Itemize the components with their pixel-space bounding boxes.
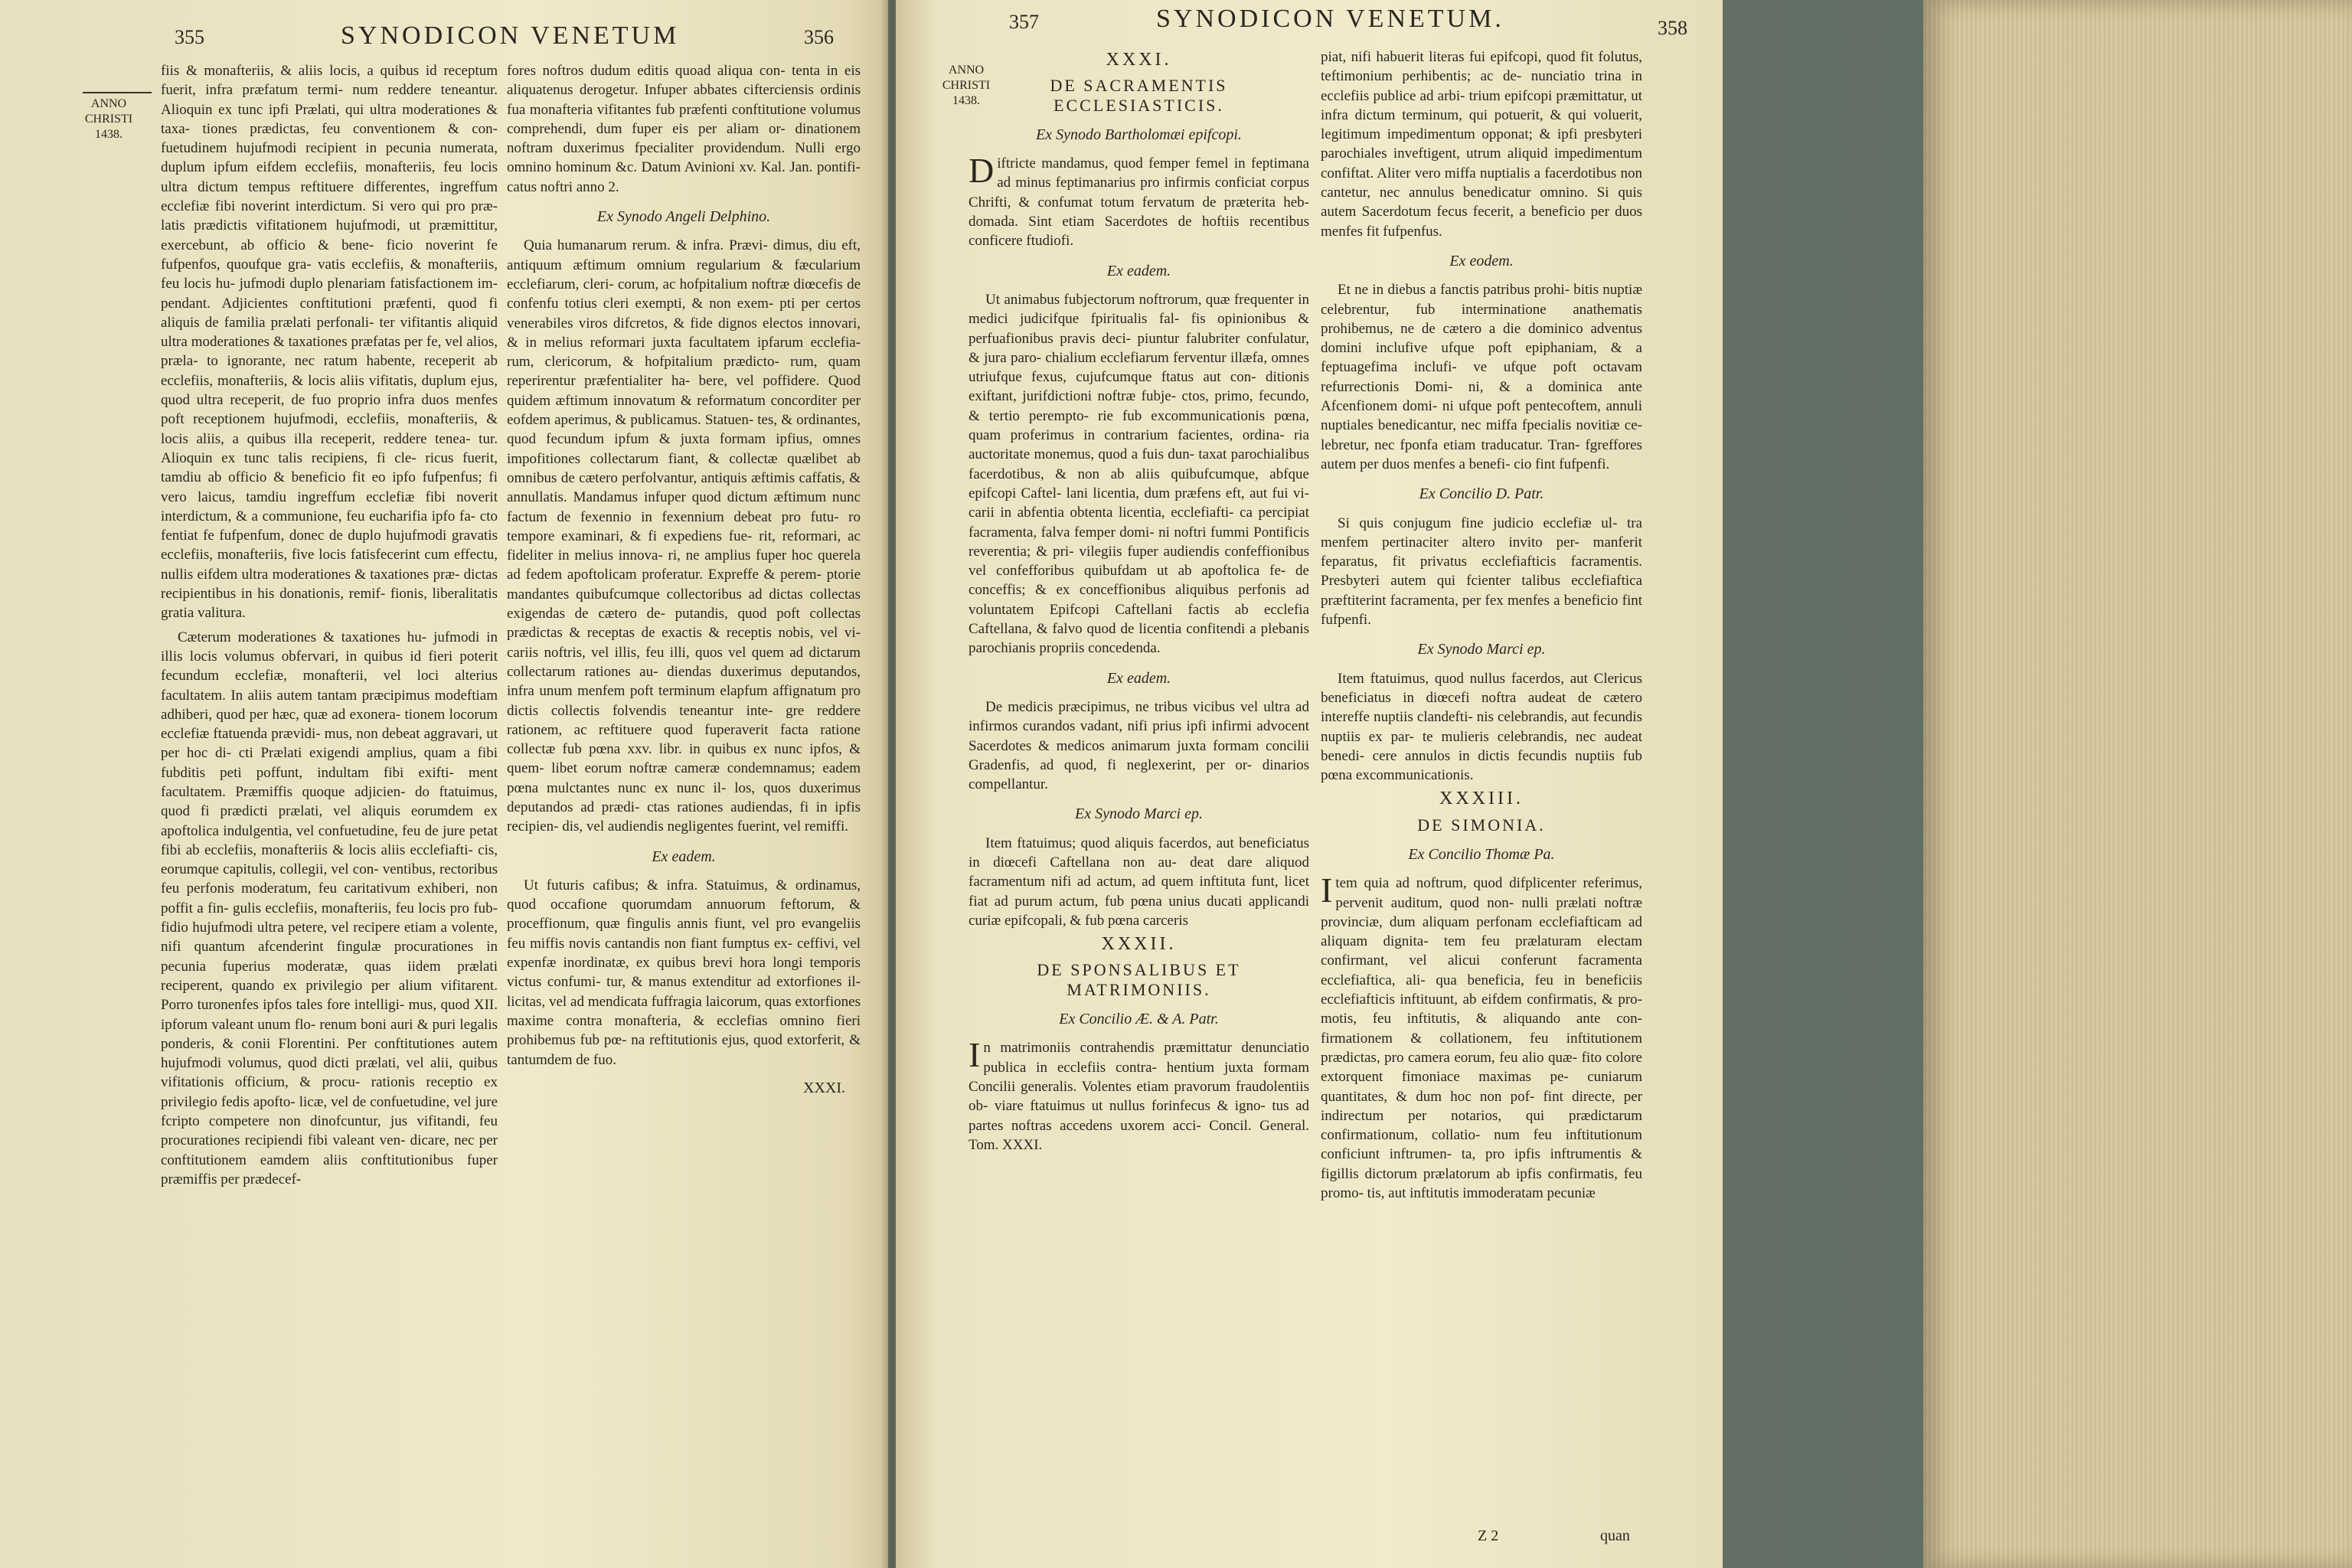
source-heading: Ex eadem. (652, 848, 716, 865)
source-heading: Ex Synodo Bartholomæi epifcopi. (1036, 126, 1242, 143)
margin-note-year (78, 96, 139, 142)
paragraph: Item ftatuimus, quod nullus facerdos, aut Clericus beneficiatus in diœcefi noftra audeat de cætero intereffe nuptiis clandefti- nis celebrandis, aut fecundis nuptiis ex par- te mulieris celebrandis, nec audeat benedi- cere annulos in dictis fecundis nuptiis fub pœna excommunicationis. (1321, 670, 1642, 784)
source-heading: Ex Synodo Angeli Delphino. (596, 208, 771, 226)
margin-year: 1438. (952, 94, 980, 107)
section-title: DE SACRAMENTIS ECCLESIASTICIS. (1050, 76, 1228, 115)
paragraph: piat, nifi habuerit literas fui epifcopi, quod fit folutus, teftimonium perhibentis; ac de- nunciatio trina in ecclefiis publice ad arbi- trium epifcopi præmittatur, ut infra dictum terminum, qui potuerit, & qui voluerit, legitimum impedimentum opponat; & ipfi presbyteri parochiales inveftigent, utrum aliquid impedimentum confiftat. Aliter vero miffa nuptialis a facerdotibus non cantetur, nec annulus benedicatur omnino. Si quis autem Sacerdotum fecus fecerit, a beneficio per duos menfes fit fufpenfus. (1321, 49, 1642, 240)
paragraph: Si quis conjugum fine judicio ecclefiæ ul- tra menfem pertinaciter altero invito per- manferit feparatus, fit privatus ecclefiafticis facramentis. Presbyteri autem qui fcienter talibus ecclefiaftica præftiterint facramenta, per fex menfes a beneficio fint fufpenfi. (1321, 514, 1642, 629)
left-page (0, 0, 888, 1568)
running-head: SYNODICON VENETUM. (1156, 5, 1504, 33)
catchword: XXXI. (803, 1079, 845, 1096)
section-number: XXXIII. (1439, 789, 1524, 809)
section-number: XXXII. (1101, 934, 1177, 955)
paragraph: fores noftros dudum editis quoad aliqua con- tenta in eis aliquatenus derogetur. Infuper abbates cifterciensis ordinis fua monafteria vifitantes fub præfenti conftitutione volumus comprehendi, dum fuper eis per aliam or- dinationem noftram duxerimus fpecialiter providendum. Nulli ergo omnino hominum &c. Datum Avinioni xv. Kal. Jan. pontifi- catus noftri anno 2. (507, 63, 861, 195)
paragraph: Diftricte mandamus, quod femper femel in feptimana ad minus feptimanarius pro infirmis conficiat corpus Chrifti, & confumat totum fervatum de præterita heb- domada. Sint etiam Sacerdotes de hoftiis recentibus conficere ftudiofi. (969, 151, 1309, 250)
source-heading: Ex Concilio Thomæ Pa. (1408, 845, 1555, 863)
text-column-3 (969, 47, 1309, 1517)
source-heading: Ex Synodo Marci ep. (1075, 805, 1203, 823)
margin-anno: ANNO (90, 97, 127, 110)
text-column-2 (507, 61, 861, 1554)
margin-anno: ANNO (948, 64, 985, 77)
paragraph: Item quia ad noftrum, quod difplicenter referimus, pervenit auditum, quod non- nulli prælati noftræ provinciæ, dum aliquam perfonam ecclefiafticam ad aliquam dignita- tem feu prælaturam electam confirmant, vel alicui conferunt facramenta ecclefiaftica, ali- qua beneficia, feu in beneficiis ecclefiafticis inftituunt, ab eifdem confirmatis, & pro- motis, feu inftitutis, & aliquando ante con- firmationem & collationem, feu inftitutionem prædictas, pro camera eorum, feu alio quæ- fito colore extorquent fimoniace maximas pe- cuniarum quantitates, & dum hoc non pof- fint directe, per indirectum per notarios, qui prædictarum confirmationum, collatio- num feu inftitutionum conficiunt inftrumen- ta, pro ipfis inftrumentis & figillis dictorum prælatorum ab ipfis confirmatis, feu promo- tis, aut inftitutis immoderatam pecuniæ (1321, 871, 1642, 1202)
source-heading: Ex eadem. (1106, 262, 1171, 279)
paragraph: Item ftatuimus; quod aliquis facerdos, aut beneficiatus in diœcefi Caftellana non au- deat dare aliquod facramentum nifi ad actum, ad quem inftituta funt, licet fiat ad purum actum, fub pœna unius ducati applicandi curiæ epifcopali, & fub pœna carceris (969, 835, 1309, 929)
source-heading: Ex Concilio Æ. & A. Patr. (1059, 1011, 1219, 1028)
running-head: SYNODICON VENETUM (341, 21, 680, 50)
page-number: 355 (175, 26, 204, 48)
page-number: 356 (804, 26, 834, 48)
page-number: 357 (1009, 11, 1039, 33)
source-heading: Ex eadem. (1106, 669, 1171, 687)
section-number: XXXI. (1106, 50, 1172, 70)
margin-year: 1438. (95, 128, 122, 141)
paragraph: In matrimoniis contrahendis præmittatur denunciatio publica in ecclefiis contra- hentium juxta formam Concilii generalis. Volentes etiam pravorum fraudolentiis ob- viare ftatuimus ut nullus forinfecus & igno- tus ad partes noftras accedens uxorem acci- Concil. General. Tom. XXXI. (969, 1035, 1309, 1153)
signature-mark: Z 2 (1478, 1527, 1499, 1544)
paragraph: fiis & monafteriis, & aliis locis, a quibus id receptum fuerit, infra præfatum termi- num reddere teneantur. Alioquin ex tunc ipfi Prælati, qui ultra moderationes & taxa- tiones prædictas, feu conventionem & con- fuetudinem hujufmodi recipient in pecunia numerata, duplum ipfum eifdem ecclefiis, monafteriis, feu locis ultra dictum tempus reftituere differentes, ingreffum ecclefiæ fibi noverint interdictum. Si vero qui pro præ- latis prædictis vifitationem hujufmodi, ut præmittitur, exercebunt, ab officio & bene- ficio noverint fe fufpenfos, quoufque gra- vatis ecclefiis, & monafteriis, feu locis hu- jufmodi duplo plenariam fatisfactionem im- pendant. Adjicientes conftitutioni præfenti, quod fi aliquis de familia prælati perfonali- ter vifitantis aliquid ultra moderationes & taxationes præfatas per fe, vel alios, præla- to ignorante, nec ratum habente, receperit ab ecclefiis, monafteriis, & locis aliis vifitatis, duplum ejus, quod ultra receperit, de fuo proprio infra duos menfes poft receptionem hujufmodi, ecclefiis, monafteriis, & locis aliis, a quibus illa receperit, reddere tenea- tur. Alioquin ex tunc talis recipiens, fi cle- ricus fuerit, tamdiu ab officio & beneficio fit eo ipfo fufpenfus; fi vero laicus, tamdiu ingreffum ecclefiæ fibi noverit interdictum, & a communione, feu eucharifia ipfo fa- cto fentiat fe fufpenfum, donec de duplo hujufmodi gravatis ecclefiis, monafteriis, five locis fatisfecerint cum effectu, nullis eifdem ultra moderationes & taxationes præ- dictas recipientibus in his donationis, remif- fionis, liberalitatis gratia valitura. (161, 63, 498, 622)
text-column-4 (1321, 47, 1642, 1517)
source-heading: Ex Synodo Marci ep. (1417, 641, 1546, 658)
paragraph: Ut futuris cafibus; & infra. Statuimus, & ordinamus, quod occafione quorumdam annuorum feftorum, & proceffionum, quæ fingulis annis fiunt, vel pro evangeliis feu miffis novis cantandis non fiant fumptus ex- ceffivi, vel expenfæ inordinatæ, ex quibus brevi hora longi temporis victus confumi- tur, & manus extenditur ad extorfiones il- licitas, vel ad mendicata fuffragia laicorum, quas extorfiones maxime contra monafteria, & ecclefias omnino fieri prohibemus fub pœ- na reftitutionis ejus, quod extorferit, & tantumdem de fuo. (507, 877, 861, 1068)
paragraph: De medicis præcipimus, ne tribus vicibus vel ultra ad infirmos curandos vadant, nifi prius ipfi infirmi advocent Sacerdotes & medicos animarum juxta formam concilii Gradenfis, ad quod, fi neglexerint, per or- dinarios compellantur. (969, 698, 1309, 793)
paragraph: Cæterum moderationes & taxationes hu- jufmodi in illis locis volumus obfervari, in quibus id fieri poterit fecundum ecclefiæ, monafterii, vel loci alterius facultatem. In aliis autem tantam præcipimus modeftiam adhiberi, quod per hæc, quæ ad exonera- tionem locorum ecclefiæ ftatuenda prævidi- mus, non debeat aggravari, ut per hoc di- cti Prælati exigendi amplius, quam a fibi fubditis peti poffunt, indultam fibi exifti- ment facultatem. Præmiffis quoque adjicien- do ftatuimus, quod fi prædicti prælati, vel aliquis eorumdem ex apoftolica indulgentia, vel confuetudine, feu de jure petat fibi ab ecclefiis, monafteriis & locis aliis ecclefiafti- cis, eorumque capitulis, collegii, vel con- ventibus, rectoribus feu perfonis moderatum, feu caritativum exhiberi, non poffit a fin- gulis ecclefiis, monafteriis, feu locis pro fub- fidio hujufmodi ultra petere, vel recipere etiam a volente, nifi quantum afcenderint fingulæ procurationes in pecunia fuperius moderatæ, quas iidem prælati reciperent, quando ex privilegio per alium vifitarent. Porro turonenfes ipfos tales fore intelligi- mus, quod XII. ipforum valeant unum flo- renum boni auri & puri legalis ponderis, & conii Florentini. Per conftitutiones autem hujufmodi volumus, quod dicti prælati, vel alii, quibus vifitationis officium, & procu- rationis receptio ex privilegio fedis apofto- licæ, vel de confuetudine, vel jure fcripto competere non dinofcuntur, jus vifitandi, feu procurationes recipiendi fibi valeant ven- dicare, nec per conftitutionem eamdem aliis conftitutionibus fuper præmiffis per prædecef- (161, 629, 498, 1187)
section-title: DE SPONSALIBUS ET MATRIMONIIS. (1037, 960, 1241, 999)
right-page (896, 0, 1723, 1568)
source-heading: Ex Concilio D. Patr. (1419, 485, 1544, 503)
book-page-edges (1923, 0, 2352, 1568)
paragraph: Et ne in diebus a fanctis patribus prohi- bitis nuptiæ celebrentur, fub interminatione anathematis prohibemus, ne de cætero a die dominico adventus domini inclufive ufque poft epiphaniam, & a feptuagefima inclufi- ve ufque poft octavam refurrectionis Domi- ni, & a dominica ante Afcenfionem domi- ni ufque poft pentecoftem, annuli nuptiales benedicantur, nec miffa fpecialis novitiæ ce- lebretur, nec fponfa etiam traducatur. Tran- fgreffores autem per duos menfes a benefi- cio fint fufpenfi. (1321, 282, 1642, 472)
catchword: quan (1600, 1527, 1630, 1544)
text-column-1 (161, 61, 498, 1554)
page-number: 358 (1658, 17, 1687, 39)
source-heading: Ex eodem. (1449, 252, 1514, 270)
section-title: DE SIMONIA. (1417, 815, 1546, 835)
margin-christi: CHRISTI (942, 79, 991, 92)
paragraph: Ut animabus fubjectorum noftrorum, quæ frequenter in medici judicifque fpiritualis fal- fis opinionibus & perfuafionibus pravis deci- piuntur falubriter confulatur, & jura paro- chialium ecclefiarum ferventur illæfa, omnes utriufque fexus, cujufcumque ftatus aut con- ditionis exiftant, jurifdictioni noftræ fubje- ctos, primo, fecundo, & tertio perempto- rie fub excommunicationis pœna, quam proferimus in contrarium facientes, ordina- ria auctoritate monemus, quod a fuis dun- taxat parochialibus facerdotibus, & non ab aliis quibufcumque, abfque epifcopi Caftel- lani licentia, dum præfens eft, aut fui vi- carii in abfentia obtenta licentia, ecclefiafti- ca percipiat facramenta, falva femper domi- ni noftri fummi Pontificis reverentia; & pri- vilegiis fuper audiendis confeffionibus vel confefforibus quibufdam ut ab apoftolica fe- de conceffis; & ex conceffionibus aliquibus perfonis ad voluntatem Epifcopi Caftellani factis ab ecclefia Caftellana, & falvo quod de licentia confitendi a plebanis parochianis propriis concedenda. (969, 291, 1309, 657)
margin-christi: CHRISTI (84, 113, 133, 126)
paragraph: Quia humanarum rerum. & infra. Prævi- dimus, diu eft, antiquum æftimum omnium regularium & fæcularium ecclefiarum, cleri- corum, ac hofpitalium noftræ diœcefis de confenfu totius cleri exempti, & non exem- pti per certos venerabiles viros difcretos, & fide dignos electos innovari, & in melius reformari juxta facultatem ipfarum ecclefia- rum, clericorum, & hofpitalium prædicto- rum, quam reperirentur præfentialiter ha- bere, vel poffidere. Quod quidem æftimum innovatum & reformatum concorditer per eofdem aperimus, & publicamus. Statuen- tes, & ordinantes, quod fecundum ipfum & juxta formam ipfius, omnes impofitiones collectarum fiant, & collectæ quælibet ab omnibus de cætero perfolvantur, antiquis æftimis caffatis, & annullatis. Mandamus infuper quod dictum æftimum nunc factum de fexennio in fexennium debeat pro futu- ro tempore examinari, & fi expediens fue- rit, reformari, ac fideliter in melius innova- ri, ne amplius fuper hoc querela ad fedem apoftolicam proferatur. Expreffe & perem- ptorie mandantes quibufcumque collectoribus ad dictas collectas exigendas de cætero de- putandis, quod poft collectas prædictas & receptas de exactis & receptis nobis, vel vi- cariis noftris, vel illis, feu illi, quos vel quem ad dictarum collectarum rationes au- diendas duxerimus deputandos, infra unum menfem poft terminum elapfum affignatum pro dictis collectis folvendis teneantur inte- gre reddere rationem, ac reftituere quod fuperaverit facta ratione collectæ fub pœna xxv. libr. in quibus ex nunc ipfos, & quem- libet eorum noftræ cameræ condemnamus; eadem pœna mulctantes nunc ex nunc il- los, quos duxerimus deputandos ad prædi- ctas rationes audiendas, fi in ipfis recipien- dis, vel audiendis negligentes fuerint, vel remiffi. (507, 237, 861, 835)
margin-rule (83, 92, 152, 93)
